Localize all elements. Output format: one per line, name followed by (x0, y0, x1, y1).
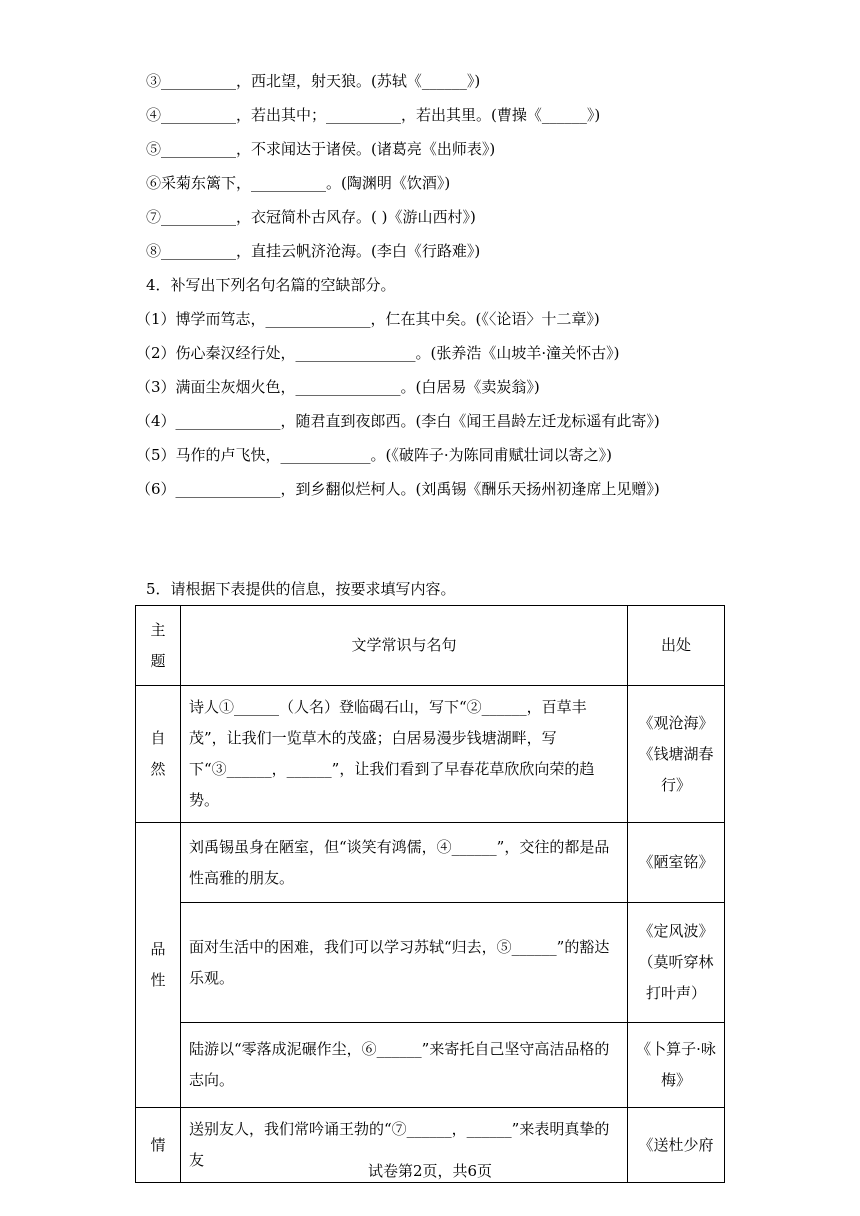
table-header-row (136, 606, 725, 686)
q4-item-2: （2）伤心秦汉经行处，________________。(张养浩《山坡羊·潼关怀古》) (136, 344, 620, 362)
row-source: 《陋室铭》 (628, 823, 725, 903)
q3-item-3: ③__________，西北望，射天狼。(苏轼《______》) (146, 72, 481, 90)
theme-emotion: 情 (136, 1108, 181, 1183)
row-content: 送别友人，我们常吟诵王勃的“⑦______，______”来表明真挚的友 (181, 1108, 628, 1183)
row-source: 《卜算子·咏梅》 (628, 1023, 725, 1108)
table-row (136, 823, 725, 903)
header-theme: 主 题 (136, 606, 181, 686)
row-source: 《观沧海》 《钱塘湖春行》 (628, 686, 725, 823)
literature-table (135, 605, 725, 1183)
header-content: 文学常识与名句 (181, 606, 628, 686)
q3-item-5: ⑤__________，不求闻达于诸侯。(诸葛亮《出师表》) (146, 140, 496, 158)
page-footer: 试卷第2页，共6页 (367, 1162, 493, 1180)
q4-title: 4．补写出下列名句名篇的空缺部分。 (146, 276, 396, 294)
q4-item-6: （6）______________，到乡翻似烂柯人。(刘禹锡《酬乐天扬州初逢席上见赠》) (136, 480, 660, 498)
q3-item-6: ⑥采菊东篱下，__________。(陶渊明《饮酒》) (146, 174, 451, 192)
header-source: 出处 (628, 606, 725, 686)
row-content: 刘禹锡虽身在陋室，但“谈笑有鸿儒，④______”，交往的都是品性高雅的朋友。 (181, 823, 628, 903)
theme-nature: 自 然 (136, 686, 181, 823)
table-row (136, 686, 725, 823)
q4-item-1: （1）博学而笃志，______________，仁在其中矣。(《〈论语〉十二章》) (136, 310, 600, 328)
row-source: 《定风波》（莫听穿林打叶声） (628, 903, 725, 1023)
q4-item-4: （4）______________，随君直到夜郎西。(李白《闻王昌龄左迁龙标遥有此寄》) (136, 412, 660, 430)
row-source: 《送杜少府 (628, 1108, 725, 1183)
q4-item-3: （3）满面尘灰烟火色，______________。(白居易《卖炭翁》) (136, 378, 540, 396)
q4-item-5: （5）马作的卢飞快，____________。(《破阵子·为陈同甫赋壮词以寄之》) (136, 446, 613, 464)
row-content: 面对生活中的困难，我们可以学习苏轼“归去，⑤______”的豁达乐观。 (181, 903, 628, 1023)
theme-character: 品 性 (136, 823, 181, 1108)
q3-item-4: ④__________，若出其中；__________，若出其里。(曹操《______》) (146, 106, 601, 124)
table-row (136, 903, 725, 1023)
table-row (136, 1023, 725, 1108)
row-content: 诗人①______（人名）登临碣石山，写下“②______，百草丰茂”，让我们一览草木的茂盛；白居易漫步钱塘湖畔，写下“③______，______”，让我们看到了早春花草欣欣向荣的趋势。 (181, 686, 628, 823)
q3-item-8: ⑧__________，直挂云帆济沧海。(李白《行路难》) (146, 242, 481, 260)
q5-title: 5．请根据下表提供的信息，按要求填写内容。 (146, 580, 456, 598)
row-content: 陆游以“零落成泥碾作尘，⑥______”来寄托自己坚守高洁品格的志向。 (181, 1023, 628, 1108)
q3-item-7: ⑦__________，衣冠简朴古风存。( )《游山西村》) (146, 208, 476, 226)
